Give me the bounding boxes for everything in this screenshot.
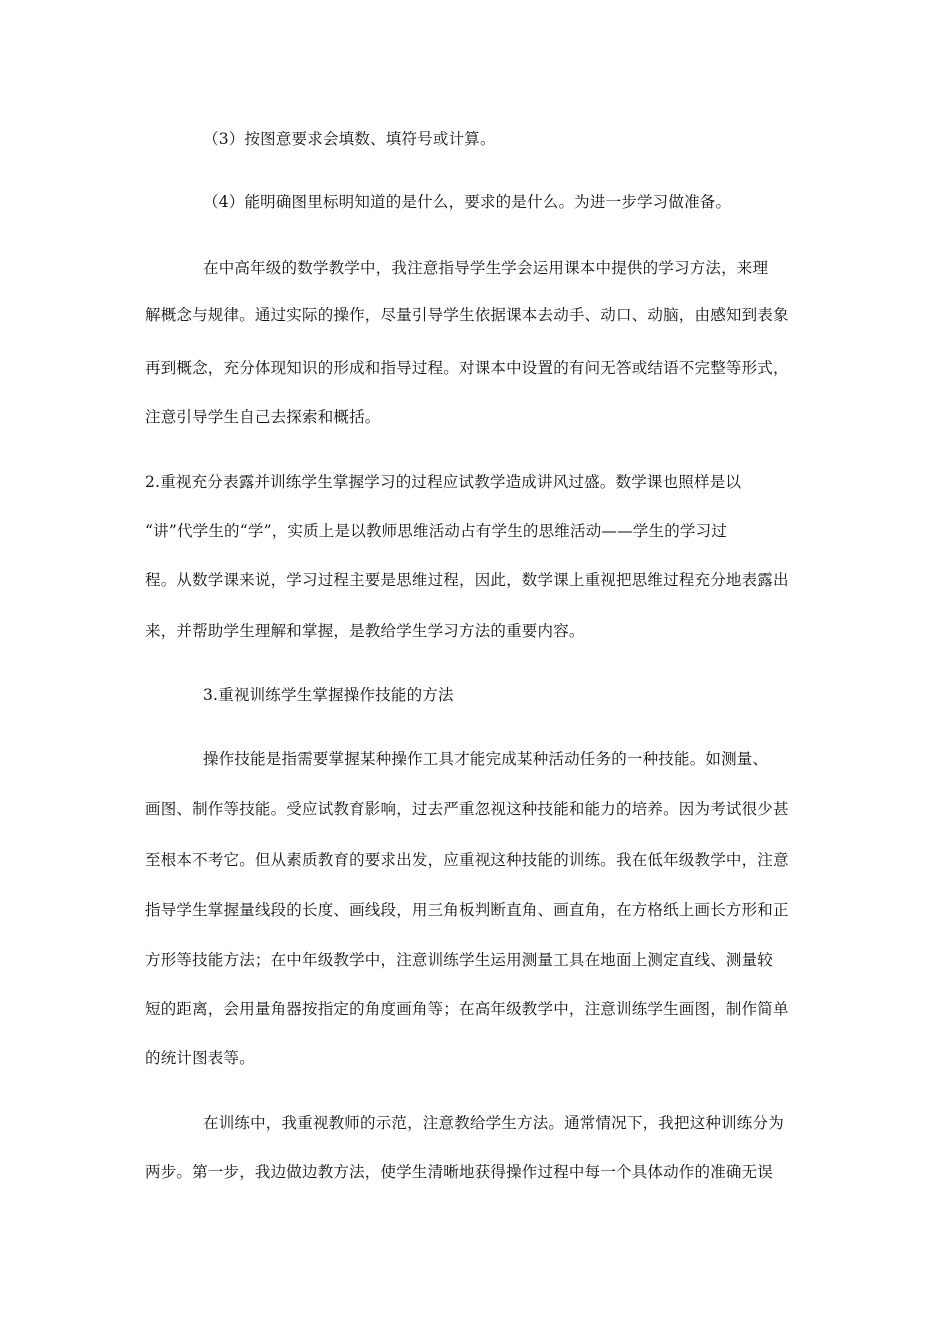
paragraph-line: 程。从数学课来说，学习过程主要是思维过程，因此，数学课上重视把思维过程充分地表露出: [145, 571, 789, 589]
paragraph-line: 解概念与规律。通过实际的操作，尽量引导学生依据课本去动手、动口、动脑，由感知到表象: [145, 306, 789, 324]
paragraph-line: 操作技能是指需要掌握某种操作工具才能完成某种活动任务的一种技能。如测量、: [203, 750, 769, 768]
paragraph-line: 两步。第一步，我边做边教方法，使学生清晰地获得操作过程中每一个具体动作的准确无误: [145, 1163, 774, 1181]
paragraph-line: 的统计图表等。: [145, 1049, 255, 1067]
paragraph-line: 在中高年级的数学教学中，我注意指导学生学会运用课本中提供的学习方法，来理: [203, 259, 769, 277]
paragraph-line: 短的距离，会用量角器按指定的角度画角等；在高年级教学中，注意训练学生画图，制作简单: [145, 1000, 789, 1018]
paragraph-line: 至根本不考它。但从素质教育的要求出发，应重视这种技能的训练。我在低年级教学中，注意: [145, 851, 789, 869]
paragraph-line: 指导学生掌握量线段的长度、画线段，用三角板判断直角、画直角，在方格纸上画长方形和正: [145, 901, 789, 919]
section-heading: 3.重视训练学生掌握操作技能的方法: [203, 686, 454, 704]
paragraph-line: 2.重视充分表露并训练学生掌握学习的过程应试教学造成讲风过盛。数学课也照样是以: [145, 473, 742, 491]
paragraph-line: “讲”代学生的“学”，实质上是以教师思维活动占有学生的思维活动——学生的学习过: [145, 522, 727, 540]
paragraph-line: 画图、制作等技能。受应试教育影响，过去严重忽视这种技能和能力的培养。因为考试很少甚: [145, 800, 789, 818]
paragraph-line: 方形等技能方法；在中年级教学中，注意训练学生运用测量工具在地面上测定直线、测量较: [145, 951, 774, 969]
paragraph-line: 注意引导学生自己去探索和概括。: [145, 408, 381, 426]
paragraph-line: 再到概念，充分体现知识的形成和指导过程。对课本中设置的有问无答或结语不完整等形式，: [145, 359, 789, 377]
list-item-3: （3）按图意要求会填数、填符号或计算。: [203, 130, 496, 148]
paragraph-line: 来，并帮助学生理解和掌握，是教给学生学习方法的重要内容。: [145, 622, 585, 640]
paragraph-line: 在训练中，我重视教师的示范，注意教给学生方法。通常情况下，我把这种训练分为: [203, 1114, 784, 1132]
list-item-4: （4）能明确图里标明知道的是什么，要求的是什么。为进一步学习做准备。: [203, 193, 732, 211]
